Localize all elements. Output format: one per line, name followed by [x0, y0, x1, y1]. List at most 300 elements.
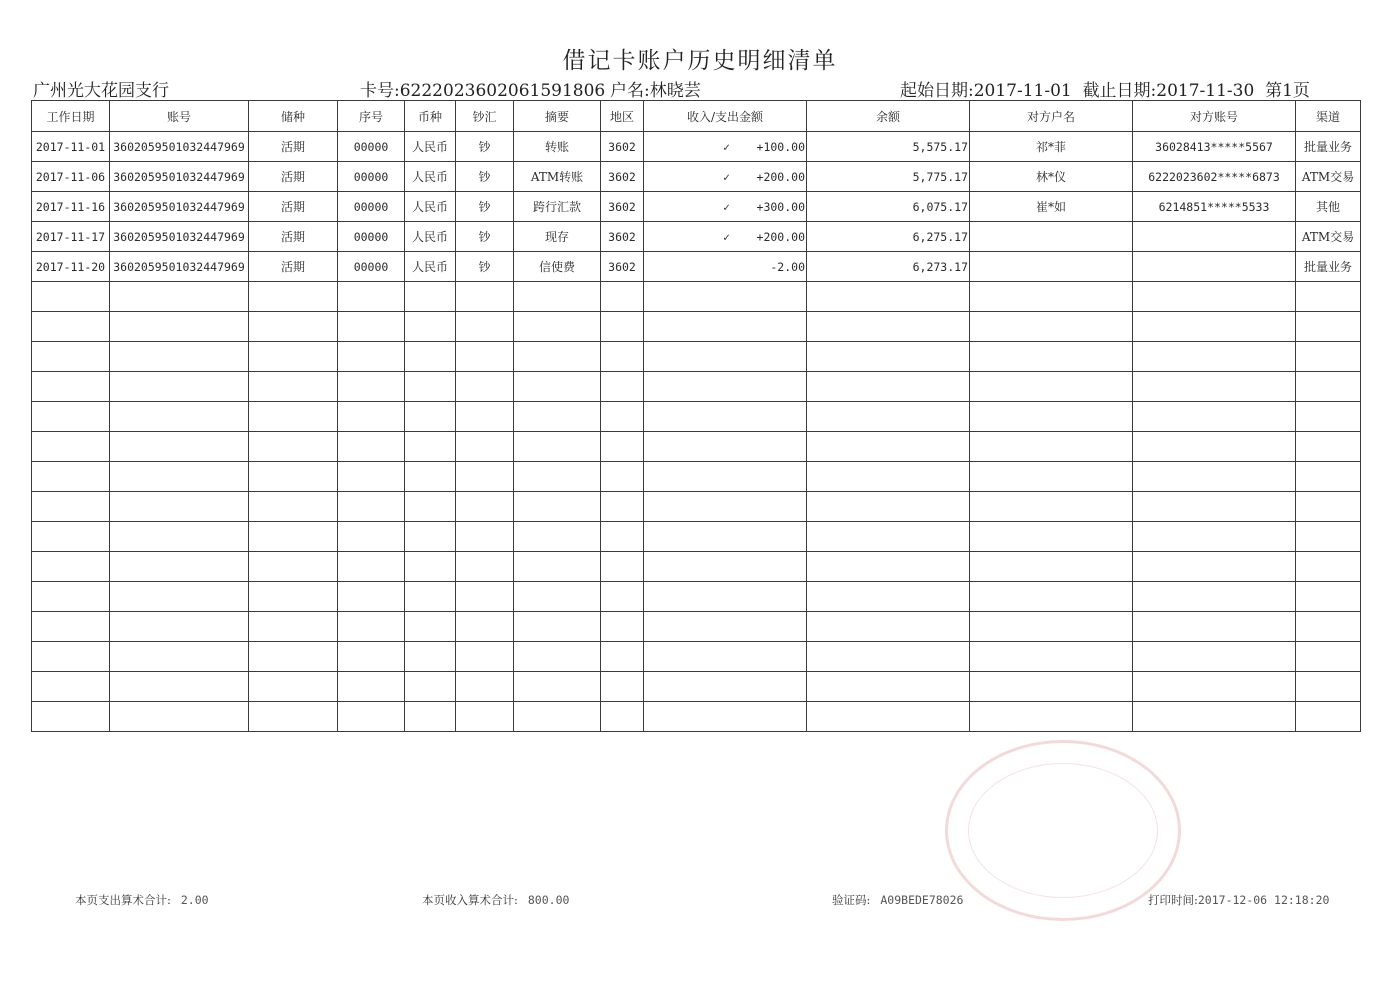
cell-date [32, 402, 110, 432]
cell-cash [456, 582, 514, 612]
income-total [422, 892, 569, 908]
cell-type: 活期 [249, 192, 338, 222]
cell-memo [514, 342, 601, 372]
cell-date [32, 312, 110, 342]
cell-region [601, 612, 644, 642]
table-body [32, 132, 1361, 732]
card-number [360, 76, 605, 101]
account-holder [610, 76, 701, 101]
branch-name: 广州光大花园支行 [33, 81, 169, 101]
cell-memo: 现存 [514, 222, 601, 252]
cell-channel [1296, 402, 1361, 432]
cell-party: 崔*如 [970, 192, 1133, 222]
cell-balance [807, 282, 970, 312]
cell-balance [807, 672, 970, 702]
cell-party [970, 462, 1133, 492]
cell-account: 3602059501032447969 [110, 162, 249, 192]
cell-date [32, 462, 110, 492]
cell-date [32, 432, 110, 462]
cell-currency [405, 702, 456, 732]
cell-seq [338, 552, 405, 582]
cell-date [32, 372, 110, 402]
cell-date: 2017-11-16 [32, 192, 110, 222]
empty-table-row [32, 372, 1361, 402]
column-header: 余额 [807, 101, 970, 132]
cell-memo [514, 462, 601, 492]
table-header-row [32, 101, 1361, 132]
cell-amount [644, 522, 807, 552]
cell-memo [514, 372, 601, 402]
cell-account [110, 432, 249, 462]
cell-memo: ATM转账 [514, 162, 601, 192]
cell-account: 3602059501032447969 [110, 252, 249, 282]
cell-channel [1296, 702, 1361, 732]
cell-account [110, 402, 249, 432]
cell-party-acct [1133, 312, 1296, 342]
cell-region [601, 402, 644, 432]
cell-currency [405, 432, 456, 462]
cell-balance [807, 312, 970, 342]
cell-balance [807, 402, 970, 432]
amount-value: -2.00 [770, 259, 805, 274]
column-header: 收入/支出金额 [644, 101, 807, 132]
cell-amount [644, 552, 807, 582]
cell-amount [644, 462, 807, 492]
cell-amount [644, 162, 807, 192]
cell-party: 林*仪 [970, 162, 1133, 192]
cell-memo: 信使费 [514, 252, 601, 282]
cell-date [32, 612, 110, 642]
empty-table-row [32, 432, 1361, 462]
cell-balance [807, 492, 970, 522]
cell-seq [338, 642, 405, 672]
cell-channel: 批量业务 [1296, 252, 1361, 282]
table-row [32, 192, 1361, 222]
cell-cash [456, 462, 514, 492]
cell-memo [514, 282, 601, 312]
print-time [1148, 892, 1329, 908]
cell-party-acct [1133, 672, 1296, 702]
check-mark-icon: ✓ [723, 199, 730, 214]
cell-channel [1296, 612, 1361, 642]
cell-type [249, 372, 338, 402]
cell-currency [405, 552, 456, 582]
cell-seq: 00000 [338, 252, 405, 282]
column-header: 序号 [338, 101, 405, 132]
cell-type [249, 522, 338, 552]
cell-currency [405, 312, 456, 342]
card-number-label: 卡号: [360, 81, 400, 101]
cell-amount [644, 672, 807, 702]
cell-account [110, 672, 249, 702]
cell-currency [405, 672, 456, 702]
cell-currency: 人民币 [405, 252, 456, 282]
cell-date: 2017-11-01 [32, 132, 110, 162]
bank-seal [945, 740, 1181, 921]
cell-type [249, 702, 338, 732]
cell-currency: 人民币 [405, 132, 456, 162]
cell-party-acct: 6214851*****5533 [1133, 192, 1296, 222]
cell-account [110, 492, 249, 522]
cell-date [32, 552, 110, 582]
cell-seq: 00000 [338, 222, 405, 252]
cell-currency: 人民币 [405, 162, 456, 192]
cell-balance [807, 582, 970, 612]
cell-type: 活期 [249, 222, 338, 252]
cell-cash [456, 642, 514, 672]
check-mark-icon: ✓ [723, 139, 730, 154]
cell-party-acct [1133, 582, 1296, 612]
amount-value: +200.00 [756, 169, 805, 184]
cell-seq: 00000 [338, 192, 405, 222]
cell-account [110, 702, 249, 732]
cell-party [970, 402, 1133, 432]
cell-channel [1296, 312, 1361, 342]
cell-channel: 批量业务 [1296, 132, 1361, 162]
cell-balance [807, 702, 970, 732]
cell-party [970, 552, 1133, 582]
cell-amount [644, 132, 807, 162]
cell-account [110, 642, 249, 672]
table-row [32, 252, 1361, 282]
cell-party [970, 492, 1133, 522]
check-mark-icon: ✓ [723, 169, 730, 184]
cell-balance: 6,275.17 [807, 222, 970, 252]
cell-seq: 00000 [338, 162, 405, 192]
cell-memo [514, 522, 601, 552]
cell-account [110, 552, 249, 582]
cell-balance: 5,775.17 [807, 162, 970, 192]
cell-currency [405, 402, 456, 432]
cell-channel [1296, 432, 1361, 462]
cell-region: 3602 [601, 252, 644, 282]
end-date-label: 截止日期: [1082, 81, 1157, 101]
cell-seq [338, 612, 405, 642]
cell-currency [405, 282, 456, 312]
bank-seal-inner-ring [968, 763, 1158, 898]
cell-cash [456, 312, 514, 342]
cell-memo [514, 492, 601, 522]
column-header: 摘要 [514, 101, 601, 132]
verification-code-label: 验证码: [832, 893, 871, 907]
cell-currency [405, 492, 456, 522]
cell-type [249, 582, 338, 612]
cell-channel [1296, 672, 1361, 702]
cell-type: 活期 [249, 162, 338, 192]
cell-memo [514, 612, 601, 642]
cell-amount [644, 642, 807, 672]
cell-currency [405, 582, 456, 612]
cell-party [970, 612, 1133, 642]
start-date-value: 2017-11-01 [973, 81, 1072, 101]
cell-type [249, 462, 338, 492]
cell-amount [644, 432, 807, 462]
cell-currency [405, 612, 456, 642]
start-date-label: 起始日期: [900, 81, 974, 101]
cell-region [601, 552, 644, 582]
cell-cash [456, 432, 514, 462]
cell-region [601, 522, 644, 552]
cell-cash [456, 492, 514, 522]
cell-account [110, 372, 249, 402]
cell-region [601, 462, 644, 492]
empty-table-row [32, 342, 1361, 372]
cell-currency [405, 462, 456, 492]
empty-table-row [32, 492, 1361, 522]
column-header: 地区 [601, 101, 644, 132]
cell-cash: 钞 [456, 132, 514, 162]
cell-type [249, 642, 338, 672]
cell-party [970, 222, 1133, 252]
cell-amount [644, 192, 807, 222]
cell-balance [807, 522, 970, 552]
empty-table-row [32, 702, 1361, 732]
cell-account [110, 462, 249, 492]
cell-party [970, 522, 1133, 552]
cell-type [249, 612, 338, 642]
income-total-label: 本页收入算术合计: [422, 893, 518, 907]
cell-channel [1296, 552, 1361, 582]
cell-type [249, 282, 338, 312]
cell-region [601, 642, 644, 672]
amount-value: +200.00 [756, 229, 805, 244]
cell-seq [338, 582, 405, 612]
cell-channel: ATM交易 [1296, 222, 1361, 252]
empty-table-row [32, 552, 1361, 582]
empty-table-row [32, 612, 1361, 642]
cell-currency [405, 642, 456, 672]
cell-date [32, 522, 110, 552]
cell-channel [1296, 492, 1361, 522]
cell-amount [644, 582, 807, 612]
document-title: 借记卡账户历史明细清单 [562, 48, 838, 74]
print-time-label: 打印时间: [1148, 893, 1198, 907]
cell-amount [644, 612, 807, 642]
cell-memo [514, 312, 601, 342]
cell-amount [644, 702, 807, 732]
card-number-value: 6222023602061591806 [399, 81, 606, 101]
cell-party [970, 702, 1133, 732]
empty-table-row [32, 672, 1361, 702]
cell-amount [644, 282, 807, 312]
cell-account [110, 582, 249, 612]
cell-account: 3602059501032447969 [110, 192, 249, 222]
empty-table-row [32, 522, 1361, 552]
cell-memo: 跨行汇款 [514, 192, 601, 222]
cell-seq: 00000 [338, 132, 405, 162]
cell-memo [514, 552, 601, 582]
cell-date [32, 342, 110, 372]
cell-party-acct [1133, 702, 1296, 732]
expense-total-label: 本页支出算术合计: [75, 893, 171, 907]
cell-balance: 6,273.17 [807, 252, 970, 282]
cell-channel [1296, 642, 1361, 672]
cell-cash [456, 372, 514, 402]
cell-seq [338, 492, 405, 522]
cell-party [970, 582, 1133, 612]
cell-party [970, 672, 1133, 702]
cell-seq [338, 522, 405, 552]
cell-memo [514, 672, 601, 702]
cell-party-acct: 6222023602*****6873 [1133, 162, 1296, 192]
cell-date [32, 702, 110, 732]
cell-party-acct [1133, 642, 1296, 672]
cell-cash [456, 552, 514, 582]
income-total-value: 800.00 [527, 893, 570, 907]
cell-balance [807, 432, 970, 462]
cell-balance [807, 462, 970, 492]
empty-table-row [32, 312, 1361, 342]
cell-date: 2017-11-20 [32, 252, 110, 282]
cell-region [601, 282, 644, 312]
cell-cash: 钞 [456, 192, 514, 222]
cell-type [249, 432, 338, 462]
cell-balance [807, 642, 970, 672]
transaction-table [31, 100, 1361, 732]
cell-channel [1296, 462, 1361, 492]
verification-code [832, 892, 963, 908]
cell-memo [514, 402, 601, 432]
cell-region [601, 492, 644, 522]
cell-cash: 钞 [456, 252, 514, 282]
table-row [32, 222, 1361, 252]
cell-seq [338, 372, 405, 402]
cell-memo [514, 702, 601, 732]
cell-region: 3602 [601, 132, 644, 162]
cell-amount [644, 402, 807, 432]
cell-party [970, 252, 1133, 282]
cell-balance: 5,575.17 [807, 132, 970, 162]
cell-party [970, 372, 1133, 402]
cell-memo: 转账 [514, 132, 601, 162]
cell-party [970, 642, 1133, 672]
cell-channel [1296, 372, 1361, 402]
cell-currency: 人民币 [405, 192, 456, 222]
cell-party [970, 312, 1133, 342]
cell-region [601, 672, 644, 702]
cell-account [110, 342, 249, 372]
cell-party-acct [1133, 342, 1296, 372]
cell-memo [514, 432, 601, 462]
cell-date [32, 492, 110, 522]
cell-cash [456, 342, 514, 372]
verification-code-value: A09BEDE78026 [880, 893, 964, 907]
check-mark-icon: ✓ [723, 229, 730, 244]
cell-type [249, 492, 338, 522]
expense-total [75, 892, 209, 908]
cell-balance [807, 612, 970, 642]
cell-cash [456, 702, 514, 732]
cell-region: 3602 [601, 162, 644, 192]
cell-amount [644, 342, 807, 372]
cell-party-acct [1133, 282, 1296, 312]
cell-channel [1296, 342, 1361, 372]
cell-cash [456, 402, 514, 432]
cell-party [970, 432, 1133, 462]
cell-channel: ATM交易 [1296, 162, 1361, 192]
cell-type [249, 552, 338, 582]
cell-party-acct [1133, 402, 1296, 432]
cell-channel: 其他 [1296, 192, 1361, 222]
empty-table-row [32, 402, 1361, 432]
cell-seq [338, 282, 405, 312]
cell-amount [644, 222, 807, 252]
cell-memo [514, 642, 601, 672]
cell-account [110, 612, 249, 642]
cell-seq [338, 342, 405, 372]
cell-date [32, 282, 110, 312]
end-date-value: 2017-11-30 [1156, 81, 1255, 101]
date-range [900, 76, 1310, 101]
column-header: 币种 [405, 101, 456, 132]
cell-seq [338, 312, 405, 342]
cell-cash: 钞 [456, 222, 514, 252]
cell-seq [338, 672, 405, 702]
cell-channel [1296, 282, 1361, 312]
cell-party-acct [1133, 432, 1296, 462]
cell-type: 活期 [249, 252, 338, 282]
column-header: 账号 [110, 101, 249, 132]
cell-amount [644, 492, 807, 522]
cell-account: 3602059501032447969 [110, 222, 249, 252]
column-header: 工作日期 [32, 101, 110, 132]
empty-table-row [32, 582, 1361, 612]
cell-party-acct [1133, 492, 1296, 522]
cell-date: 2017-11-17 [32, 222, 110, 252]
cell-balance: 6,075.17 [807, 192, 970, 222]
cell-party [970, 342, 1133, 372]
cell-region [601, 702, 644, 732]
cell-channel [1296, 582, 1361, 612]
cell-currency: 人民币 [405, 222, 456, 252]
empty-table-row [32, 642, 1361, 672]
cell-date [32, 582, 110, 612]
empty-table-row [32, 282, 1361, 312]
cell-party-acct [1133, 522, 1296, 552]
cell-balance [807, 342, 970, 372]
cell-cash [456, 672, 514, 702]
page-number: 第1页 [1265, 81, 1310, 101]
column-header: 对方户名 [970, 101, 1133, 132]
amount-value: +100.00 [756, 139, 805, 154]
cell-currency [405, 522, 456, 552]
amount-value: +300.00 [756, 199, 805, 214]
cell-cash [456, 282, 514, 312]
cell-channel [1296, 522, 1361, 552]
cell-party-acct [1133, 252, 1296, 282]
cell-party-acct [1133, 462, 1296, 492]
cell-region [601, 312, 644, 342]
account-holder-value: 林晓芸 [649, 81, 701, 101]
cell-cash [456, 612, 514, 642]
cell-currency [405, 342, 456, 372]
column-header: 钞汇 [456, 101, 514, 132]
cell-region [601, 342, 644, 372]
cell-party-acct [1133, 612, 1296, 642]
cell-region: 3602 [601, 222, 644, 252]
cell-account [110, 522, 249, 552]
cell-region [601, 372, 644, 402]
column-header: 渠道 [1296, 101, 1361, 132]
cell-memo [514, 582, 601, 612]
cell-type [249, 672, 338, 702]
cell-party-acct [1133, 372, 1296, 402]
cell-amount [644, 312, 807, 342]
cell-party-acct [1133, 222, 1296, 252]
table-row [32, 162, 1361, 192]
cell-seq [338, 432, 405, 462]
cell-seq [338, 462, 405, 492]
